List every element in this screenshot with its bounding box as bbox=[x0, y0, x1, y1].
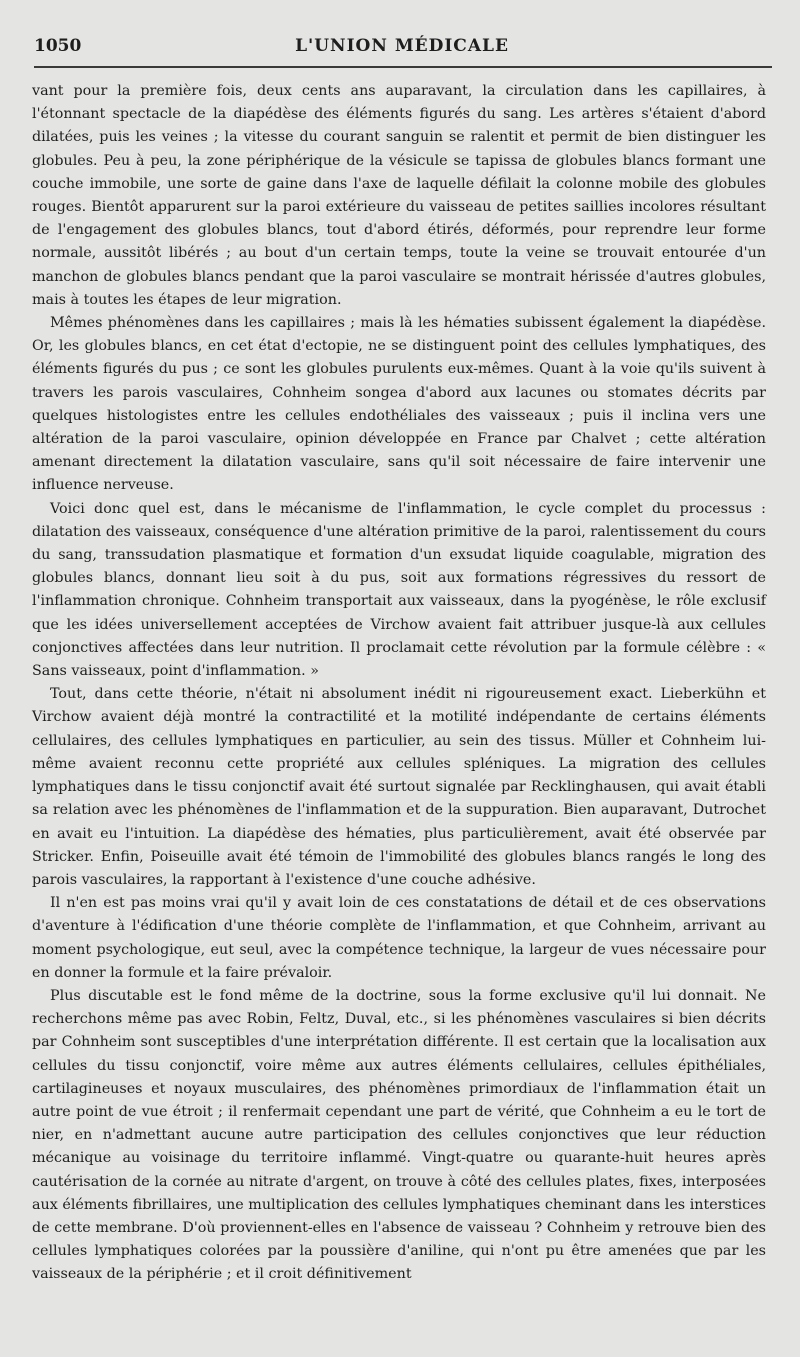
running-head bbox=[34, 30, 770, 64]
header-rule bbox=[34, 66, 772, 68]
paragraph-2: Mêmes phénomènes dans les capillaires ; mais là les hématies subissent également la diapédèse. Or, les globules blancs, en cet état d'ectopie, ne se distinguent point des cellules lymphatiques, des éléments figurés du pus ; ce sont les globules purulents eux-mêmes. Quant à la voie qu'ils suivent à travers les parois vasculaires, Cohnheim songea d'abord aux lacunes ou stomates décrits par quelques histologistes entre les cellules endothéliales des vaisseaux ; puis il inclina vers une altération de la paroi vasculaire, opinion développée en France par Chalvet ; cette altération amenant directement la dilatation vasculaire, sans qu'il soit nécessaire de faire intervenir une influence nerveuse. bbox=[32, 315, 766, 494]
paragraph-3: Voici donc quel est, dans le mécanisme de l'inflammation, le cycle complet du processus : dilatation des vaisseaux, conséquence d'une altération primitive de la paroi, ralentissement du cours du sang, transsudation plasmatique et formation d'un exsudat liquide coagulable, migration des globules blancs, donnant lieu soit à du pus, soit aux formations régressives du ressort de l'inflammation chronique. Cohnheim transportait aux vaisseaux, dans la pyogénèse, le rôle exclusif que les idées universellement acceptées de Virchow avaient fait attribuer jusque-là aux cellules conjonctives affectées dans leur nutrition. Il proclamait cette révolution par la formule célèbre : « Sans vaisseaux, point d'inflammation. » bbox=[32, 500, 766, 680]
journal-title: L'UNION MÉDICALE bbox=[295, 36, 509, 56]
page-number: 1050 bbox=[34, 36, 82, 56]
paragraph-6: Plus discutable est le fond même de la doctrine, sous la forme exclusive qu'il lui donnait. Ne recherchons même pas avec Robin, Feltz, Duval, etc., si les phénomènes vasculaires si bien décrits par Cohnheim sont susceptibles d'une interprétation différente. Il est certain que la localisation aux cellules du tissu conjonctif, voire même aux autres éléments cellulaires, cellules épithéliales, cartilagineuses et noyaux musculaires, des phénomènes primordiaux de l'inflammation était un autre point de vue étroit ; il renfermait cependant une part de vérité, que Cohnheim a eu le tort de nier, en n'admettant aucune autre participation des cellules conjonctives que leur réduction mécanique au voisinage du territoire inflammé. Vingt-quatre ou quarante-huit heures après cautérisation de la cornée au nitrate d'argent, on trouve à côté des cellules plates, fixes, interposées aux éléments fibrillaires, une multiplication des cellules lymphatiques cheminant dans les interstices de cette membrane. D'où proviennent-elles en l'absence de vaisseau ? Cohnheim y retrouve bien des cellules lymphatiques colorées par la poussière d'aniline, qui n'ont pu être amenées que par les vaisseaux de la périphérie ; et il croit définitivement bbox=[32, 987, 766, 1283]
paragraph-1: vant pour la première fois, deux cents ans auparavant, la circulation dans les capillaires, à l'étonnant spectacle de la diapédèse des éléments figurés du sang. Les artères s'étaient d'abord dilatées, puis les veines ; la vitesse du courant sanguin se ralentit et permit de bien distinguer les globules. Peu à peu, la zone périphérique de la vésicule se tapissa de globules blancs formant une couche immobile, une sorte de gaine dans l'axe de laquelle défilait la colonne mobile des globules rouges. Bientôt apparurent sur la paroi extérieure du vaisseau de petites saillies incolores résultant de l'engagement des globules blancs, tout d'abord étirés, déformés, pour reprendre leur forme normale, aussitôt libérés ; au bout d'un certain temps, toute la veine se trouvait entourée d'un manchon de globules blancs pendant que la paroi vasculaire se montrait hérissée d'autres globules, mais à toutes les étapes de leur migration. bbox=[32, 83, 766, 308]
paragraph-5: Il n'en est pas moins vrai qu'il y avait loin de ces constatations de détail et de ces observations d'aventure à l'édification d'une théorie complète de l'inflammation, et que Cohnheim, arrivant au moment psychologique, eut seul, avec la compétence technique, la largeur de vues nécessaire pour en donner la formule et la faire prévaloir. bbox=[32, 895, 766, 981]
paragraph-4: Tout, dans cette théorie, n'était ni absolument inédit ni rigoureusement exact. Lieberkühn et Virchow avaient déjà montré la contractilité et la motilité indépendante de certains éléments cellulaires, des cellules lymphatiques en particulier, au sein des tissus. Müller et Cohnheim lui-même avaient reconnu cette propriété aux cellules spléniques. La migration des cellules lymphatiques dans le tissu conjonctif avait été surtout signalée par Recklinghausen, qui avait établi sa relation avec les phénomènes de l'inflammation et de la suppuration. Bien auparavant, Dutrochet en avait eu l'intuition. La diapédèse des hématies, plus particulièrement, avait été observée par Stricker. Enfin, Poiseuille avait été témoin de l'immobilité des globules blancs rangés le long des parois vasculaires, la rapportant à l'existence d'une couche adhésive. bbox=[32, 686, 766, 888]
article-body bbox=[32, 80, 766, 1287]
